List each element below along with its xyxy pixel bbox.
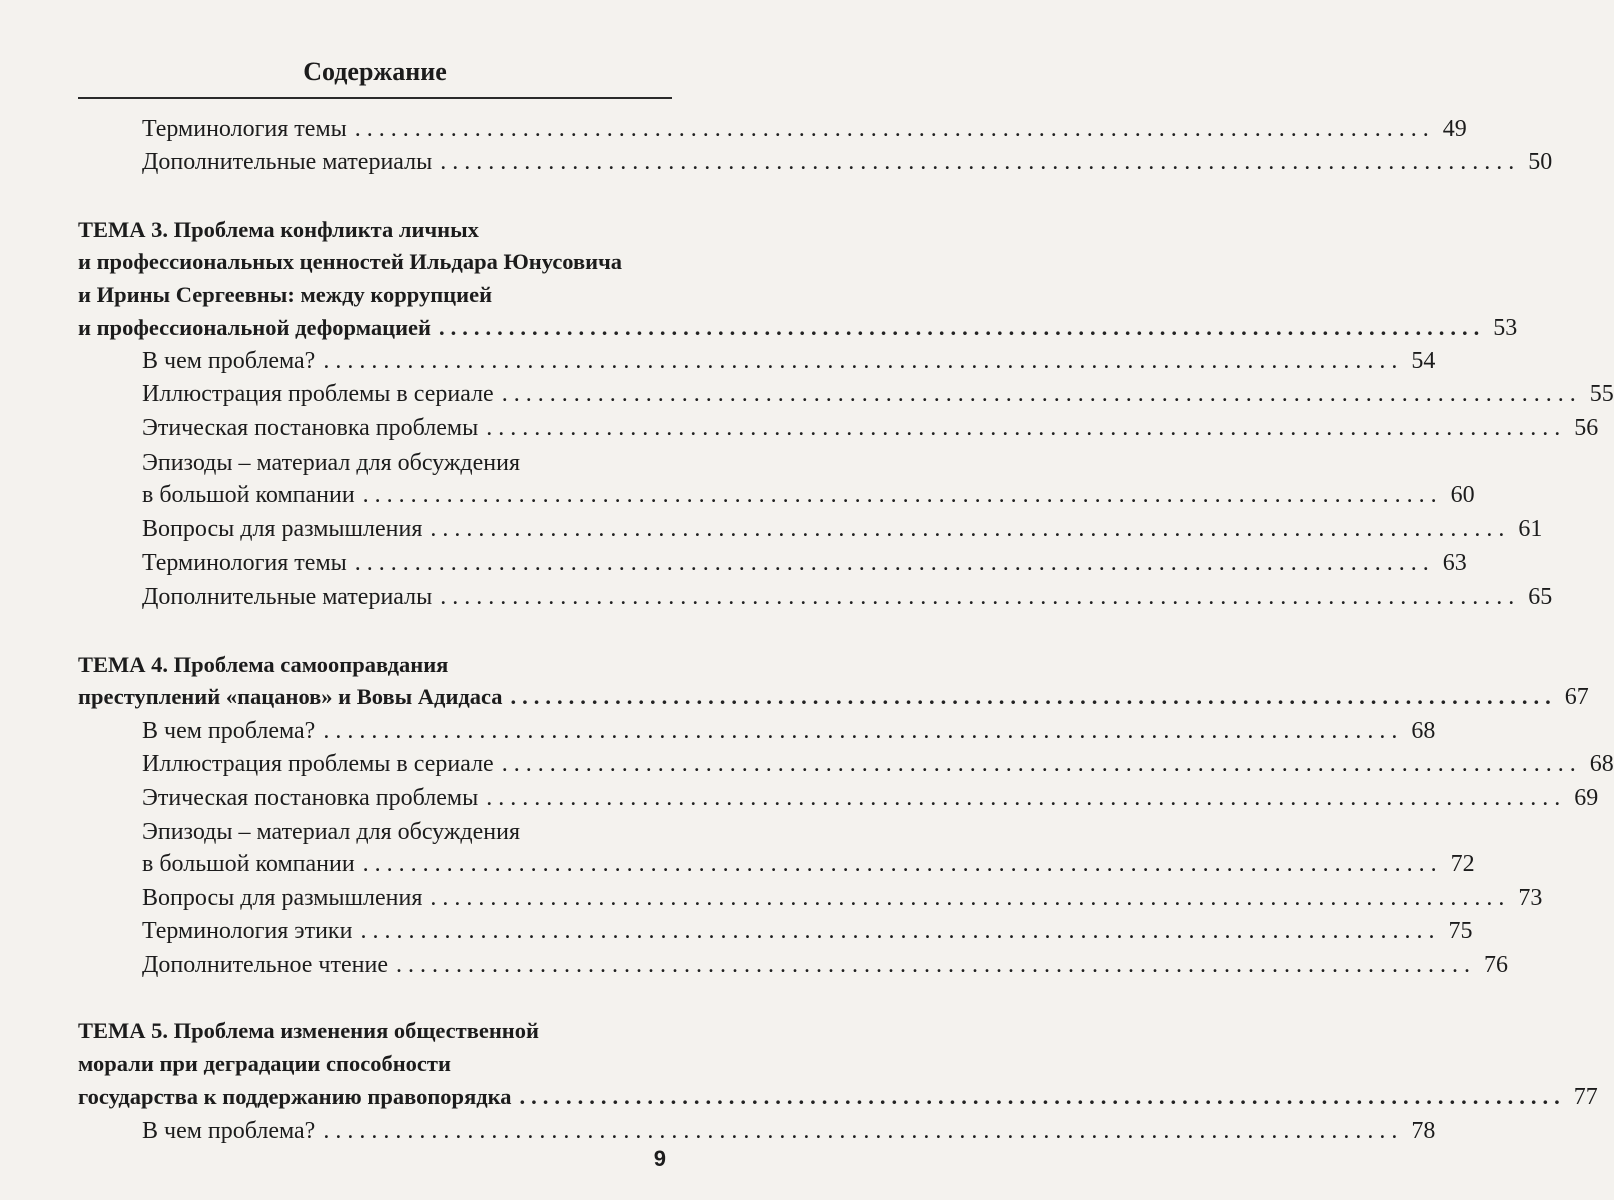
toc-entry: в большой компании .......................................................................................... 60 — [0, 478, 750, 512]
dot-leader: .......................................................................................... — [395, 952, 1476, 978]
toc-entry-page: 50 — [1528, 149, 1553, 175]
toc-entry-label: Терминология темы — [142, 116, 347, 142]
topic-heading-line: морали при деградации способности — [78, 1051, 451, 1076]
toc-entry: В чем проблема? .......................................................................................... 54 — [0, 344, 750, 378]
topic-heading-line: и профессиональных ценностей Ильдара Юнусовича — [78, 249, 623, 274]
dot-leader: .......................................................................................... — [486, 415, 1567, 441]
dot-leader: .......................................................................................... — [360, 918, 1441, 944]
toc-entry-line: Эпизоды – материал для обсуждения — [142, 819, 521, 845]
dot-leader: .......................................................................................... — [354, 116, 1435, 142]
dot-leader: .......................................................................................... — [430, 516, 1511, 542]
topic-heading-line: ТЕМА 4. Проблема самооправдания — [78, 652, 449, 677]
toc-entry — [0, 112, 1467, 146]
toc-entry: Терминология этики .......................................................................................... 75 — [0, 914, 750, 948]
toc-entry-page: 49 — [1442, 116, 1467, 142]
topic-heading-line: и Ирины Сергеевны: между коррупцией — [78, 282, 493, 307]
page-title: Содержание — [303, 57, 447, 86]
toc-entry: Иллюстрация проблемы в сериале .......................................................................................... 55 — [0, 377, 750, 411]
dot-leader: .......................................................................................... — [510, 684, 1557, 709]
dot-leader: .......................................................................................... — [439, 315, 1486, 340]
dot-leader: .......................................................................................... — [486, 785, 1567, 811]
dot-leader: .......................................................................................... — [501, 751, 1582, 777]
topic-heading-entry: государства к поддержанию правопорядка .......................................................................................... 77 — [0, 1080, 750, 1114]
dot-leader: .......................................................................................... — [323, 348, 1404, 374]
page-number: 9 — [653, 1146, 666, 1171]
dot-leader: .......................................................................................... — [440, 584, 1521, 610]
toc-entry: В чем проблема? .......................................................................................... 68 — [0, 714, 750, 748]
topic-heading-entry: и профессиональной деформацией .......................................................................................... 53 — [0, 311, 750, 345]
topic-heading-entry: преступлений «пацанов» и Вовы Адидаса .......................................................................................... 67 — [0, 680, 750, 714]
dot-leader: .......................................................................................... — [323, 1118, 1404, 1144]
header-rule — [78, 97, 672, 99]
toc-entry: Иллюстрация проблемы в сериале .......................................................................................... 68 — [0, 747, 750, 781]
toc-entry-label: Дополнительные материалы — [142, 149, 433, 175]
toc-entry: Этическая постановка проблемы .......................................................................................... 56 — [0, 411, 750, 445]
toc-entry-line: Эпизоды – материал для обсуждения — [142, 450, 521, 476]
dot-leader: .......................................................................................... — [323, 718, 1404, 744]
toc-entry: Терминология темы .......................................................................................... 63 — [0, 546, 750, 580]
toc-entry: в большой компании .......................................................................................... 72 — [0, 847, 750, 881]
topic-heading-line: ТЕМА 3. Проблема конфликта личных — [78, 217, 479, 242]
toc-entry-page: 53 — [1493, 315, 1518, 341]
dot-leader: .......................................................................................... — [501, 381, 1582, 407]
toc-entry — [0, 145, 1553, 179]
toc-entry: Этическая постановка проблемы .......................................................................................... 69 — [0, 781, 750, 815]
toc-entry: Вопросы для размышления .......................................................................................... 61 — [0, 512, 750, 546]
dot-leader: .......................................................................................... — [440, 149, 1521, 175]
toc-entry: Дополнительное чтение .......................................................................................... 76 — [0, 948, 750, 982]
dot-leader: .......................................................................................... — [362, 482, 1443, 508]
dot-leader: .......................................................................................... — [430, 885, 1511, 911]
dot-leader: .......................................................................................... — [354, 550, 1435, 576]
toc-entry: Дополнительные материалы .......................................................................................... 65 — [0, 580, 750, 614]
dot-leader: .......................................................................................... — [519, 1084, 1566, 1109]
toc-entry: Вопросы для размышления .......................................................................................... 73 — [0, 881, 750, 915]
toc-entry: В чем проблема? .......................................................................................... 78 — [0, 1114, 750, 1148]
dot-leader: .......................................................................................... — [362, 851, 1443, 877]
topic-heading-line: ТЕМА 5. Проблема изменения общественной — [78, 1018, 539, 1043]
